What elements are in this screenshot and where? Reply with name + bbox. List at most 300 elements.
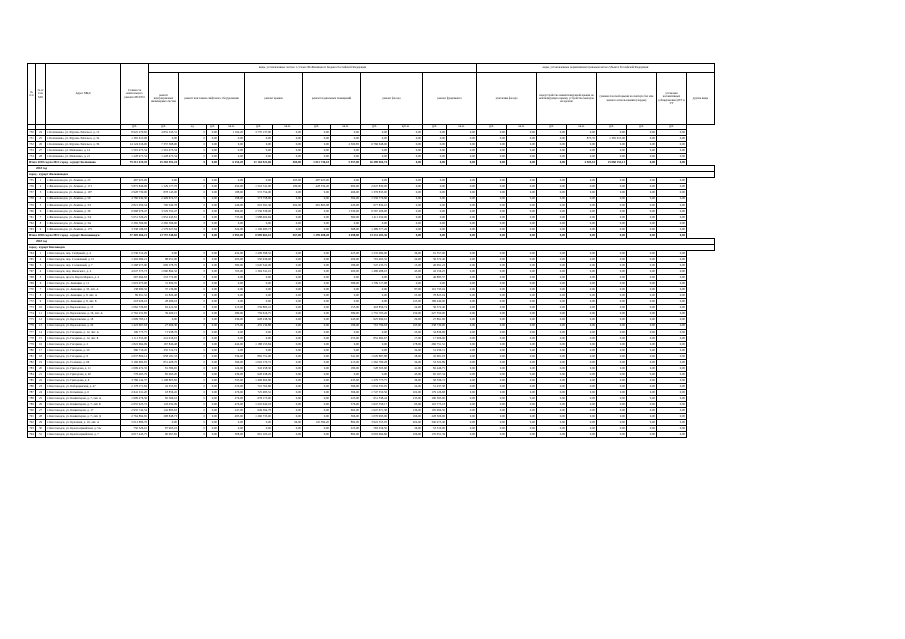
row-value-cell: 36,00 — [389, 377, 423, 383]
row-value-cell: 0,00 — [537, 190, 567, 196]
subtotal-value-cell: 15 060 152,13 — [597, 160, 627, 166]
row-value-cell: 0 — [179, 305, 207, 311]
row-value-cell: 0,00 — [627, 220, 657, 226]
row-value-cell: 3 338 186,03 — [121, 226, 149, 232]
row-value-cell: 0,00 — [245, 329, 273, 335]
row-value-cell: 0,00 — [507, 275, 537, 281]
row-mo-number: 9 — [36, 226, 46, 232]
row-value-cell: 0,00 — [303, 383, 331, 389]
row-value-cell: 5 051 326,25 — [121, 214, 149, 220]
row-value-cell: 0,00 — [423, 208, 447, 214]
subtotal-value-cell: 79 312 419,45 — [121, 160, 149, 166]
row-value-cell: 0,00 — [567, 281, 597, 287]
row-value-cell: 0,00 — [477, 214, 507, 220]
header-basement: ремонт подвальных помещений — [303, 73, 361, 125]
row-value-cell: 0,00 — [331, 341, 361, 347]
subtotal-label: Итого 2018 год по МО: город - курорт Железноводск — [28, 232, 121, 238]
row-value-cell: 2 282 396,00 — [121, 220, 149, 226]
row-value-cell: 87 905,16 — [149, 426, 179, 432]
row-value-cell: 43,00 — [389, 269, 423, 275]
row-value-cell: 1 516 741,00 — [245, 184, 273, 190]
row-value-cell: 0,00 — [303, 335, 331, 341]
row-number: 792 — [29, 420, 34, 425]
row-value-cell: 0,00 — [567, 299, 597, 305]
row-value-cell: 0,00 — [597, 377, 627, 383]
row-value-cell: 0,00 — [219, 293, 245, 299]
row-value-cell: 0,00 — [657, 275, 687, 281]
row-value-cell: 0 — [179, 347, 207, 353]
row-value-cell: 0,00 — [657, 396, 687, 402]
header-group-regional: виды, установленные нормативным правовым актом субъекта Российской Федерации — [477, 64, 715, 73]
row-value-cell: 0,00 — [477, 142, 507, 148]
row-mo-number: 1 — [36, 250, 46, 256]
row-value-cell: 0,00 — [331, 329, 361, 335]
row-value-cell: 0,00 — [567, 256, 597, 262]
row-value-cell: 0,00 — [477, 220, 507, 226]
row-value-cell: 0,00 — [477, 263, 507, 269]
row-value-cell: 0,00 — [447, 426, 477, 432]
row-value-cell: 547 233,72 — [361, 263, 389, 269]
row-value-cell: 0,00 — [447, 130, 477, 136]
row-value-cell: 0,00 — [303, 190, 331, 196]
row-number: 753 — [29, 148, 34, 153]
row-value-cell: 701 796,93 — [361, 323, 389, 329]
row-value-cell: 0 — [179, 329, 207, 335]
row-value-cell: 0,00 — [149, 317, 179, 323]
unit-cell: руб. — [361, 125, 389, 130]
row-value-cell: 0,00 — [273, 275, 303, 281]
row-value-cell: 0,00 — [537, 317, 567, 323]
row-value-cell: 0,00 — [303, 323, 331, 329]
row-value-cell: 341,00 — [331, 353, 361, 359]
row-value-cell: 0,00 — [537, 359, 567, 365]
row-value-cell: 596,00 — [331, 390, 361, 396]
row-value-cell: 3 529 352,47 — [149, 208, 179, 214]
row-value-cell: 0,00 — [627, 335, 657, 341]
row-value-cell: 87,00 — [389, 287, 423, 293]
row-value-cell: 343 258,30 — [245, 365, 273, 371]
row-value-cell: 82 366,16 — [149, 396, 179, 402]
row-value-cell: 2 536 312,29 — [121, 250, 149, 256]
row-value-cell: 0,00 — [207, 365, 219, 371]
row-value-cell: 46 991,22 — [423, 263, 447, 269]
row-value-cell: 0,00 — [627, 130, 657, 136]
row-value-cell: 0,00 — [447, 148, 477, 154]
row-value-cell: 1 411 450,00 — [361, 214, 389, 220]
subtotal-value-cell: 0,00 — [597, 232, 627, 238]
row-value-cell: 0,00 — [627, 299, 657, 305]
row-value-cell: 0,00 — [477, 371, 507, 377]
row-value-cell: 0,00 — [537, 208, 567, 214]
row-value-cell: 0,00 — [567, 335, 597, 341]
row-value-cell: 0,00 — [207, 359, 219, 365]
row-value-cell: 0,00 — [331, 178, 361, 184]
row-value-cell: 0,00 — [507, 130, 537, 136]
row-value-cell: 0 — [179, 184, 207, 190]
row-value-cell: 0,00 — [537, 214, 567, 220]
row-value-cell: 179 126,68 — [423, 390, 447, 396]
row-value-cell: 0,00 — [627, 390, 657, 396]
row-number: 759 — [29, 202, 34, 207]
row-value-cell: 0,00 — [207, 408, 219, 414]
row-value-cell: 0,00 — [389, 142, 423, 148]
row-value-cell: 0,00 — [477, 414, 507, 420]
row-value-cell: 0,00 — [597, 390, 627, 396]
row-value-cell: 0,00 — [537, 402, 567, 408]
row-number: 752 — [29, 142, 34, 147]
row-address: г. Кисловодск, ул. Красноармейская, д. 5А — [46, 426, 121, 432]
row-value-cell: 0,00 — [507, 256, 537, 262]
row-value-cell: 0,00 — [507, 263, 537, 269]
row-value-cell: 528 505,60 — [361, 365, 389, 371]
row-value-cell: 0,00 — [657, 383, 687, 389]
row-value-cell: 1 032 335,95 — [361, 383, 389, 389]
row-value-cell: 0,00 — [477, 130, 507, 136]
row-value-cell: 0,00 — [331, 299, 361, 305]
row-value-cell: 0,00 — [273, 136, 303, 142]
row-value-cell: 1 228 475,34 — [121, 154, 149, 160]
subtotal-value-cell: 0,00 — [567, 232, 597, 238]
row-value-cell: 0,00 — [389, 196, 423, 202]
row-value-cell: 62 412,56 — [149, 305, 179, 311]
row-mo-number: 18 — [36, 353, 46, 359]
row-value-cell: 0,00 — [627, 420, 657, 426]
row-value-cell: 0,00 — [507, 329, 537, 335]
row-value-cell: 0,00 — [303, 396, 331, 402]
unit-cell: руб. — [207, 125, 219, 130]
row-value-cell: 0,00 — [477, 311, 507, 317]
row-value-cell: 0,00 — [303, 208, 331, 214]
header-meters: установка коллективных (общедомовых) ПУ и УУ — [657, 73, 687, 125]
row-value-cell: 0,00 — [567, 142, 597, 148]
row-value-cell: 0,00 — [657, 154, 687, 160]
row-value-cell: 0 — [179, 178, 207, 184]
row-value-cell: 0,00 — [207, 414, 219, 420]
row-value-cell: 0,00 — [477, 420, 507, 426]
row-value-cell: 0,00 — [567, 353, 597, 359]
header-systems: ремонт внутридомовых инженерных систем — [149, 73, 179, 125]
row-value-cell: 106,00 — [389, 432, 423, 438]
row-value-cell: 5 872 846,96 — [121, 184, 149, 190]
row-value-cell: 0,00 — [597, 208, 627, 214]
row-value-cell: 1 020 887,88 — [361, 353, 389, 359]
row-mo-number: 2 — [36, 184, 46, 190]
row-value-cell: 227 550,00 — [423, 311, 447, 317]
header-lift: ремонт или замена лифтового оборудования — [179, 73, 245, 125]
subtotal-value-cell: 0,00 — [477, 232, 507, 238]
row-value-cell: 85 063,20 — [149, 371, 179, 377]
row-value-cell: 0,00 — [447, 208, 477, 214]
row-value-cell: 0,00 — [627, 311, 657, 317]
row-address: г. Железноводск, ул. Ленина, д. 23 — [46, 178, 121, 184]
row-value-cell: 0,00 — [567, 432, 597, 438]
row-number: 781 — [29, 353, 34, 358]
row-value-cell: 0,00 — [537, 353, 567, 359]
row-value-cell: 0,00 — [273, 299, 303, 305]
row-value-cell: 0,00 — [597, 178, 627, 184]
row-value-cell: 0,00 — [627, 263, 657, 269]
row-number: 790 — [29, 408, 34, 413]
row-value-cell: 124,00 — [219, 365, 245, 371]
row-value-cell: 0 — [179, 263, 207, 269]
row-value-cell: 0,00 — [207, 214, 219, 220]
row-mo-number: 17 — [36, 347, 46, 353]
row-value-cell: 0,00 — [597, 250, 627, 256]
row-value-cell: 0,00 — [507, 420, 537, 426]
row-value-cell: 0,00 — [597, 226, 627, 232]
row-value-cell: 0,00 — [447, 335, 477, 341]
row-value-cell: 0,00 — [537, 184, 567, 190]
row-value-cell: 6 968 976,47 — [121, 208, 149, 214]
row-value-cell: 0,00 — [627, 178, 657, 184]
row-value-cell: 0,00 — [207, 432, 219, 438]
row-value-cell: 0,00 — [537, 293, 567, 299]
row-value-cell: 0,00 — [447, 263, 477, 269]
row-value-cell: 0,00 — [207, 329, 219, 335]
row-value-cell: 0,00 — [273, 154, 303, 160]
row-value-cell: 0,00 — [477, 184, 507, 190]
row-value-cell: 0,00 — [361, 148, 389, 154]
row-value-cell: 0,00 — [273, 190, 303, 196]
row-address: г. Кисловодск, ул. Катыхина, д. 6 — [46, 390, 121, 396]
row-value-cell: 243,00 — [331, 317, 361, 323]
row-value-cell: 0,00 — [627, 383, 657, 389]
unit-cell: кв.м. — [219, 125, 245, 130]
row-value-cell: 1 129 177,76 — [149, 184, 179, 190]
row-value-cell: 0,00 — [273, 371, 303, 377]
row-value-cell: 0 — [179, 220, 207, 226]
subtotal-value-cell: 0,00 — [477, 160, 507, 166]
row-value-cell: 0,00 — [273, 250, 303, 256]
unit-cell: руб. — [657, 125, 687, 130]
row-value-cell: 189 440,00 — [423, 299, 447, 305]
row-value-cell: 0,00 — [219, 426, 245, 432]
row-value-cell: 125,00 — [389, 299, 423, 305]
row-value-cell: 403 856,74 — [361, 305, 389, 311]
row-value-cell: 0,00 — [567, 293, 597, 299]
row-address: г. Кисловодск, пер. Сапёрный, д. 4 — [46, 250, 121, 256]
row-value-cell: 53 510,00 — [423, 426, 447, 432]
subtotal-value-cell: 0,00 — [389, 232, 423, 238]
row-value-cell: 0 — [179, 293, 207, 299]
row-number: 766 — [29, 263, 34, 267]
row-value-cell: 1 245 942,18 — [245, 402, 273, 408]
row-value-cell: 145 384,20 — [303, 420, 331, 426]
row-value-cell: 0,00 — [207, 293, 219, 299]
row-value-cell: 0,00 — [477, 341, 507, 347]
row-address: г. Кисловодск, ул. Авиации, д. 8, лит. А — [46, 293, 121, 299]
row-number: 780 — [29, 347, 34, 352]
row-value-cell: 481 863,08 — [303, 202, 331, 208]
row-value-cell: 0,00 — [507, 311, 537, 317]
row-address: г. Кисловодск, ул. Березовская, д. 20 — [46, 323, 121, 329]
row-value-cell: 0,00 — [477, 390, 507, 396]
row-value-cell: 0,00 — [477, 335, 507, 341]
row-value-cell: 0,00 — [537, 432, 567, 438]
row-value-cell: 625 990,91 — [361, 317, 389, 323]
row-value-cell: 2 647 830,00 — [361, 184, 389, 190]
row-value-cell: 0,00 — [537, 281, 567, 287]
row-value-cell: 0,00 — [537, 136, 567, 142]
row-value-cell: 0,00 — [597, 420, 627, 426]
row-value-cell: 0,00 — [389, 154, 423, 160]
row-value-cell: 101 733,04 — [423, 287, 447, 293]
subtotal-value-cell: 37 405 466,21 — [121, 232, 149, 238]
row-value-cell: 2 655 023,72 — [121, 402, 149, 408]
row-value-cell: 0,00 — [657, 142, 687, 148]
row-value-cell: 0,00 — [303, 154, 331, 160]
row-address: г. Кисловодск, ул. Гризодова, д. 20 — [46, 371, 121, 377]
row-value-cell: 0,00 — [207, 377, 219, 383]
row-value-cell: 0,00 — [447, 377, 477, 383]
row-mo-number: 24 — [36, 130, 46, 136]
row-value-cell: 0,00 — [273, 214, 303, 220]
row-value-cell: 0,00 — [657, 432, 687, 438]
row-value-cell: 0,00 — [273, 402, 303, 408]
row-value-cell: 24,00 — [389, 383, 423, 389]
row-mo-number: 8 — [36, 293, 46, 299]
row-value-cell: 0,00 — [207, 196, 219, 202]
row-value-cell: 0 — [179, 196, 207, 202]
row-value-cell: 0,00 — [627, 353, 657, 359]
row-value-cell: 0,00 — [207, 396, 219, 402]
row-value-cell: 0,00 — [303, 287, 331, 293]
row-value-cell: 36 572,40 — [423, 256, 447, 262]
row-address: г. Колпашево, ул. Фрунзе-Энгельса, д. 15 — [46, 130, 121, 136]
row-value-cell: 0,00 — [657, 347, 687, 353]
header-roof: ремонт крыши — [245, 73, 303, 125]
row-value-cell: 0,00 — [657, 293, 687, 299]
row-value-cell: 0,00 — [303, 426, 331, 432]
row-value-cell: 0,00 — [477, 347, 507, 353]
row-value-cell: 0,00 — [627, 293, 657, 299]
row-value-cell: 0,00 — [447, 396, 477, 402]
row-value-cell: 0,00 — [657, 359, 687, 365]
row-value-cell: 0,00 — [537, 154, 567, 160]
row-value-cell: 2 409 672,57 — [149, 196, 179, 202]
row-value-cell: 380,00 — [219, 263, 245, 269]
row-value-cell: 200,00 — [331, 269, 361, 275]
row-value-cell: 0,00 — [507, 178, 537, 184]
row-value-cell: 220,00 — [331, 202, 361, 208]
row-value-cell: 0,00 — [361, 329, 389, 335]
header-mo-no: № п/п по МО — [36, 64, 46, 125]
row-number: 754 — [29, 154, 34, 159]
row-value-cell: 0 — [179, 432, 207, 438]
row-number: 760 — [29, 208, 34, 213]
row-value-cell: 735,00 — [219, 214, 245, 220]
register-table-sheet — [27, 63, 715, 438]
row-value-cell: 0,00 — [477, 353, 507, 359]
row-value-cell: 1 947 671,38 — [361, 408, 389, 414]
row-value-cell: 0,00 — [507, 250, 537, 256]
row-value-cell: 267 494,63 — [121, 275, 149, 281]
row-value-cell: 0,00 — [273, 130, 303, 136]
row-address: г. Железноводск, ул. Ленина, д. 175 — [46, 226, 121, 232]
row-value-cell: 0,00 — [567, 130, 597, 136]
row-value-cell: 0,00 — [477, 269, 507, 275]
unit-cell: куб.м. — [389, 125, 423, 130]
row-value-cell: 96,00 — [273, 420, 303, 426]
row-value-cell: 0,00 — [657, 402, 687, 408]
row-number: 751 — [29, 136, 34, 141]
row-value-cell: 573 758,00 — [245, 196, 273, 202]
row-value-cell: 0,00 — [207, 136, 219, 142]
row-value-cell: 239,00 — [219, 371, 245, 377]
row-value-cell: 51 237,38 — [423, 383, 447, 389]
row-address: г. Кисловодск, пер. Солнечный, д. 7 — [46, 263, 121, 269]
row-value-cell: 0,00 — [567, 305, 597, 311]
row-value-cell: 851 408,76 — [149, 359, 179, 365]
row-address: г. Кисловодск, ул. Коминтерна, д. 17 — [46, 408, 121, 414]
row-value-cell: 0 — [179, 202, 207, 208]
row-value-cell: 1 209 598,32 — [245, 250, 273, 256]
row-value-cell: 2 762 231,85 — [121, 311, 149, 317]
row-mo-number: 6 — [36, 281, 46, 287]
row-value-cell: 900,00 — [331, 184, 361, 190]
row-value-cell: 223,00 — [331, 396, 361, 402]
row-value-cell: 0,00 — [361, 220, 389, 226]
subtotal-value-cell: 0,00 — [657, 232, 687, 238]
row-address: г. Кисловодск, ул. Гагарина, д. 20 — [46, 347, 121, 353]
row-value-cell: 89 651,52 — [121, 293, 149, 299]
row-value-cell: 0,00 — [303, 293, 331, 299]
row-value-cell: 0,00 — [303, 196, 331, 202]
row-value-cell: 0,00 — [657, 256, 687, 262]
row-value-cell: 0,00 — [597, 269, 627, 275]
row-value-cell: 0,00 — [447, 408, 477, 414]
row-value-cell: 31 659,35 — [149, 281, 179, 287]
row-value-cell: 0,00 — [273, 311, 303, 317]
row-value-cell: 576,00 — [331, 402, 361, 408]
table-row — [28, 432, 715, 438]
row-value-cell: 0,00 — [627, 269, 657, 275]
row-value-cell: 0,00 — [273, 383, 303, 389]
row-value-cell: 0,00 — [273, 317, 303, 323]
row-value-cell: 0,00 — [273, 263, 303, 269]
unit-cell: кв.м. — [447, 125, 477, 130]
row-value-cell: 180,00 — [273, 184, 303, 190]
row-value-cell: 4 047 373,73 — [121, 269, 149, 275]
row-address: г. Колпашево, ул. Шевченко, д. 14 — [46, 148, 121, 154]
row-value-cell: 78 825,04 — [423, 293, 447, 299]
row-value-cell: 592,00 — [331, 196, 361, 202]
header-group-federal: виды, установленные частью 1 статьи 166 Жилищного Кодекса Российской Федерации — [149, 64, 477, 73]
row-value-cell: 4 852 345,31 — [149, 130, 179, 136]
row-value-cell: 143 032,09 — [149, 402, 179, 408]
row-value-cell: 0,00 — [245, 281, 273, 287]
row-value-cell: 0,00 — [507, 323, 537, 329]
subtotal-value-cell: 0,00 — [507, 160, 537, 166]
row-value-cell: 0,00 — [537, 365, 567, 371]
row-number: 779 — [29, 341, 34, 346]
row-value-cell: 878 143,00 — [149, 190, 179, 196]
row-address: г. Кисловодск, ул. Гризодова, д. 6 — [46, 377, 121, 383]
row-value-cell: 0,00 — [477, 208, 507, 214]
row-mo-number: 7 — [36, 287, 46, 293]
row-value-cell: 3 789 142,37 — [121, 377, 149, 383]
row-value-cell: 396,00 — [331, 383, 361, 389]
row-number: 761 — [29, 214, 34, 219]
row-value-cell: 0,00 — [245, 299, 273, 305]
subtotal-value-cell: 0,00 — [537, 160, 567, 166]
row-value-cell: 0,00 — [477, 383, 507, 389]
row-value-cell: 0,00 — [361, 136, 389, 142]
row-value-cell: 0,00 — [447, 353, 477, 359]
row-value-cell: 619 591,36 — [245, 202, 273, 208]
subtotal-value-cell: 1 012 736,18 — [303, 160, 331, 166]
subtotal-value-cell: 0,00 — [207, 160, 219, 166]
